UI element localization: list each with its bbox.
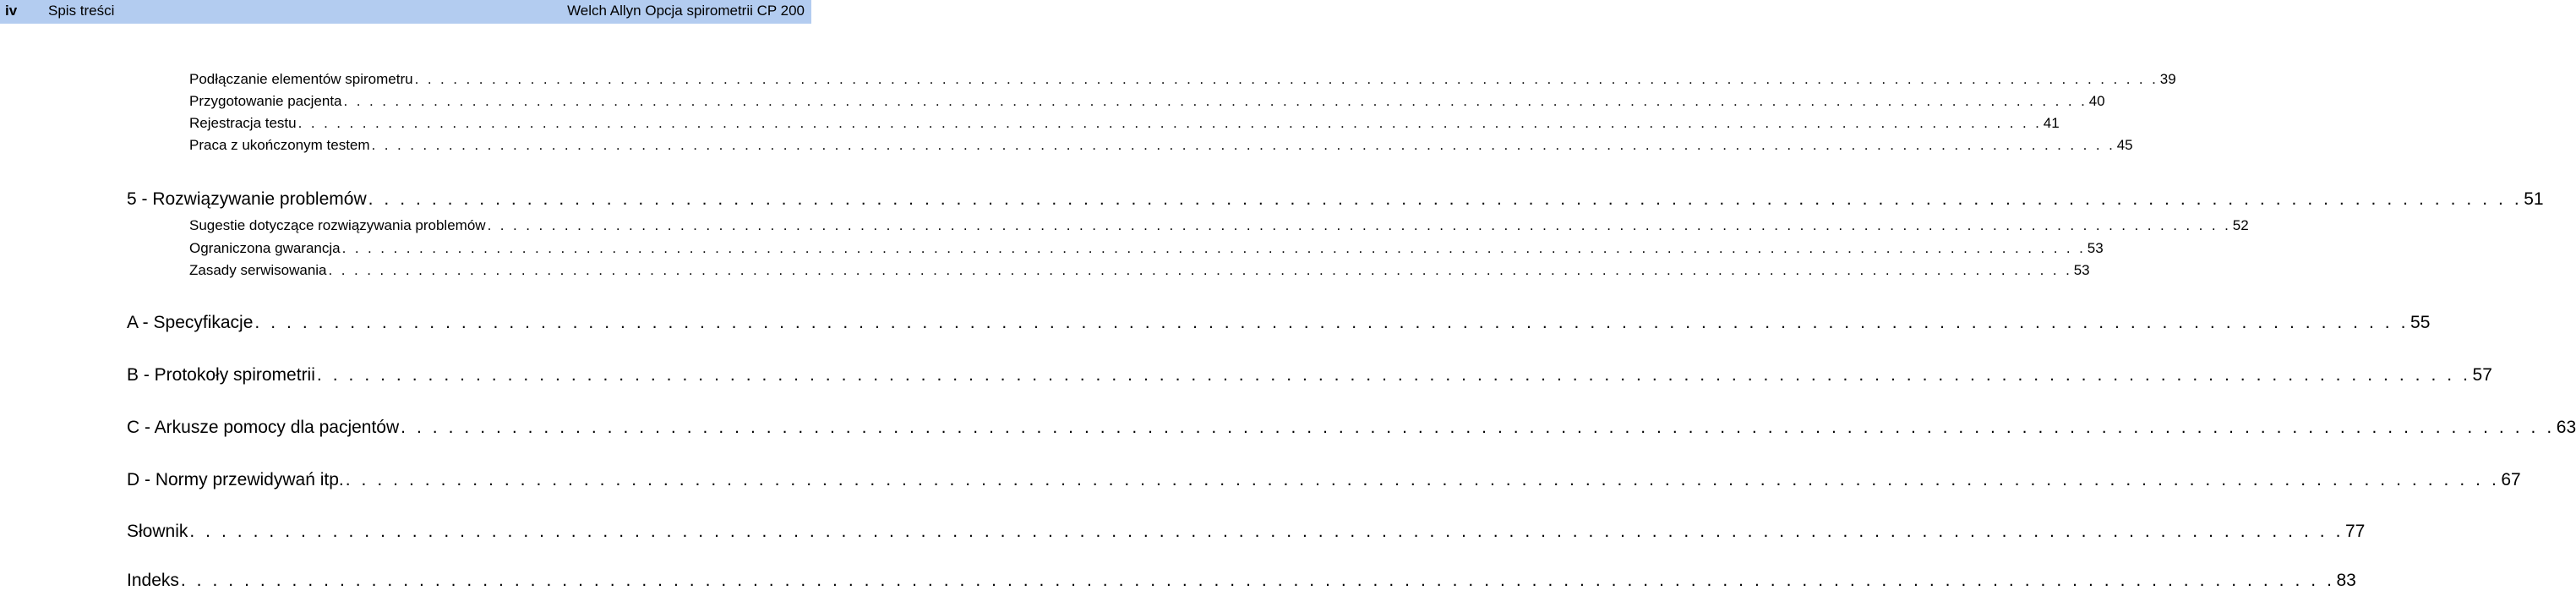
- toc-entry-page: 52: [2232, 217, 2249, 233]
- toc-entry[interactable]: [189, 115, 2060, 135]
- toc-entry[interactable]: [127, 470, 2521, 495]
- toc-entry-label: 5 - Rozwiązywanie problemów: [127, 189, 367, 209]
- toc-entry[interactable]: [127, 571, 2356, 596]
- dot-leader: [346, 470, 2500, 490]
- toc-entry[interactable]: [127, 522, 2366, 547]
- dot-leader: [317, 365, 2471, 385]
- dot-leader: [488, 217, 2231, 234]
- toc-entry-page: 83: [2336, 571, 2356, 590]
- page-number: iv: [5, 3, 18, 19]
- dot-leader: [329, 262, 2072, 279]
- toc-entry-page: 53: [2073, 262, 2090, 278]
- toc-entry-label: Przygotowanie pacjenta: [189, 93, 342, 109]
- dot-leader: [401, 418, 2555, 438]
- toc-entry-page: 63: [2556, 418, 2576, 437]
- toc-entry[interactable]: [127, 418, 2576, 443]
- toc-entry[interactable]: [189, 93, 2105, 113]
- dot-leader: [342, 240, 2086, 257]
- dot-leader: [181, 571, 2335, 591]
- toc-entry-label: Indeks: [127, 571, 179, 590]
- toc-entry[interactable]: [189, 262, 2090, 282]
- toc-entry[interactable]: [189, 71, 2176, 91]
- toc-entry-label: Słownik: [127, 522, 188, 541]
- toc-entry[interactable]: [127, 189, 2544, 215]
- toc-entry-label: Sugestie dotyczące rozwiązywania problemów: [189, 217, 486, 233]
- toc-entry-label: B - Protokoły spirometrii: [127, 365, 315, 385]
- toc-entry-label: Podłączanie elementów spirometru: [189, 71, 413, 87]
- toc-entry-label: A - Specyfikacje: [127, 313, 254, 332]
- toc-entry-page: 57: [2472, 365, 2492, 385]
- toc-entry[interactable]: [189, 217, 2249, 238]
- toc-entry-label: D - Normy przewidywań itp.: [127, 470, 344, 489]
- toc-entry-page: 77: [2345, 522, 2366, 541]
- toc-entry-page: 41: [2043, 115, 2060, 131]
- toc-entry-page: 39: [2159, 71, 2176, 87]
- toc-entry-page: 45: [2116, 137, 2133, 153]
- toc-entry[interactable]: [127, 313, 2431, 338]
- toc-entry[interactable]: [189, 240, 2104, 260]
- toc-entry-page: 53: [2087, 240, 2104, 256]
- dot-leader: [368, 189, 2523, 210]
- dot-leader: [344, 93, 2088, 110]
- toc-entry-label: Rejestracja testu: [189, 115, 297, 131]
- toc-entry[interactable]: [189, 137, 2133, 157]
- toc-entry-page: 67: [2501, 470, 2521, 489]
- document-title: Welch Allyn Opcja spirometrii CP 200: [567, 3, 805, 19]
- toc-entry-page: 40: [2088, 93, 2105, 109]
- toc-entry-label: C - Arkusze pomocy dla pacjentów: [127, 418, 400, 437]
- dot-leader: [415, 71, 2158, 88]
- toc-entry-label: Praca z ukończonym testem: [189, 137, 370, 153]
- toc-entry-page: 55: [2410, 313, 2431, 332]
- toc-entry-page: 51: [2524, 189, 2544, 209]
- section-title: Spis treści: [48, 3, 115, 19]
- dot-leader: [372, 137, 2115, 154]
- dot-leader: [298, 115, 2042, 132]
- toc-entry[interactable]: [127, 365, 2492, 391]
- page-header: [0, 0, 811, 24]
- dot-leader: [254, 313, 2409, 333]
- toc-entry-label: Ograniczona gwarancja: [189, 240, 341, 256]
- toc-entry-label: Zasady serwisowania: [189, 262, 327, 278]
- dot-leader: [189, 522, 2344, 542]
